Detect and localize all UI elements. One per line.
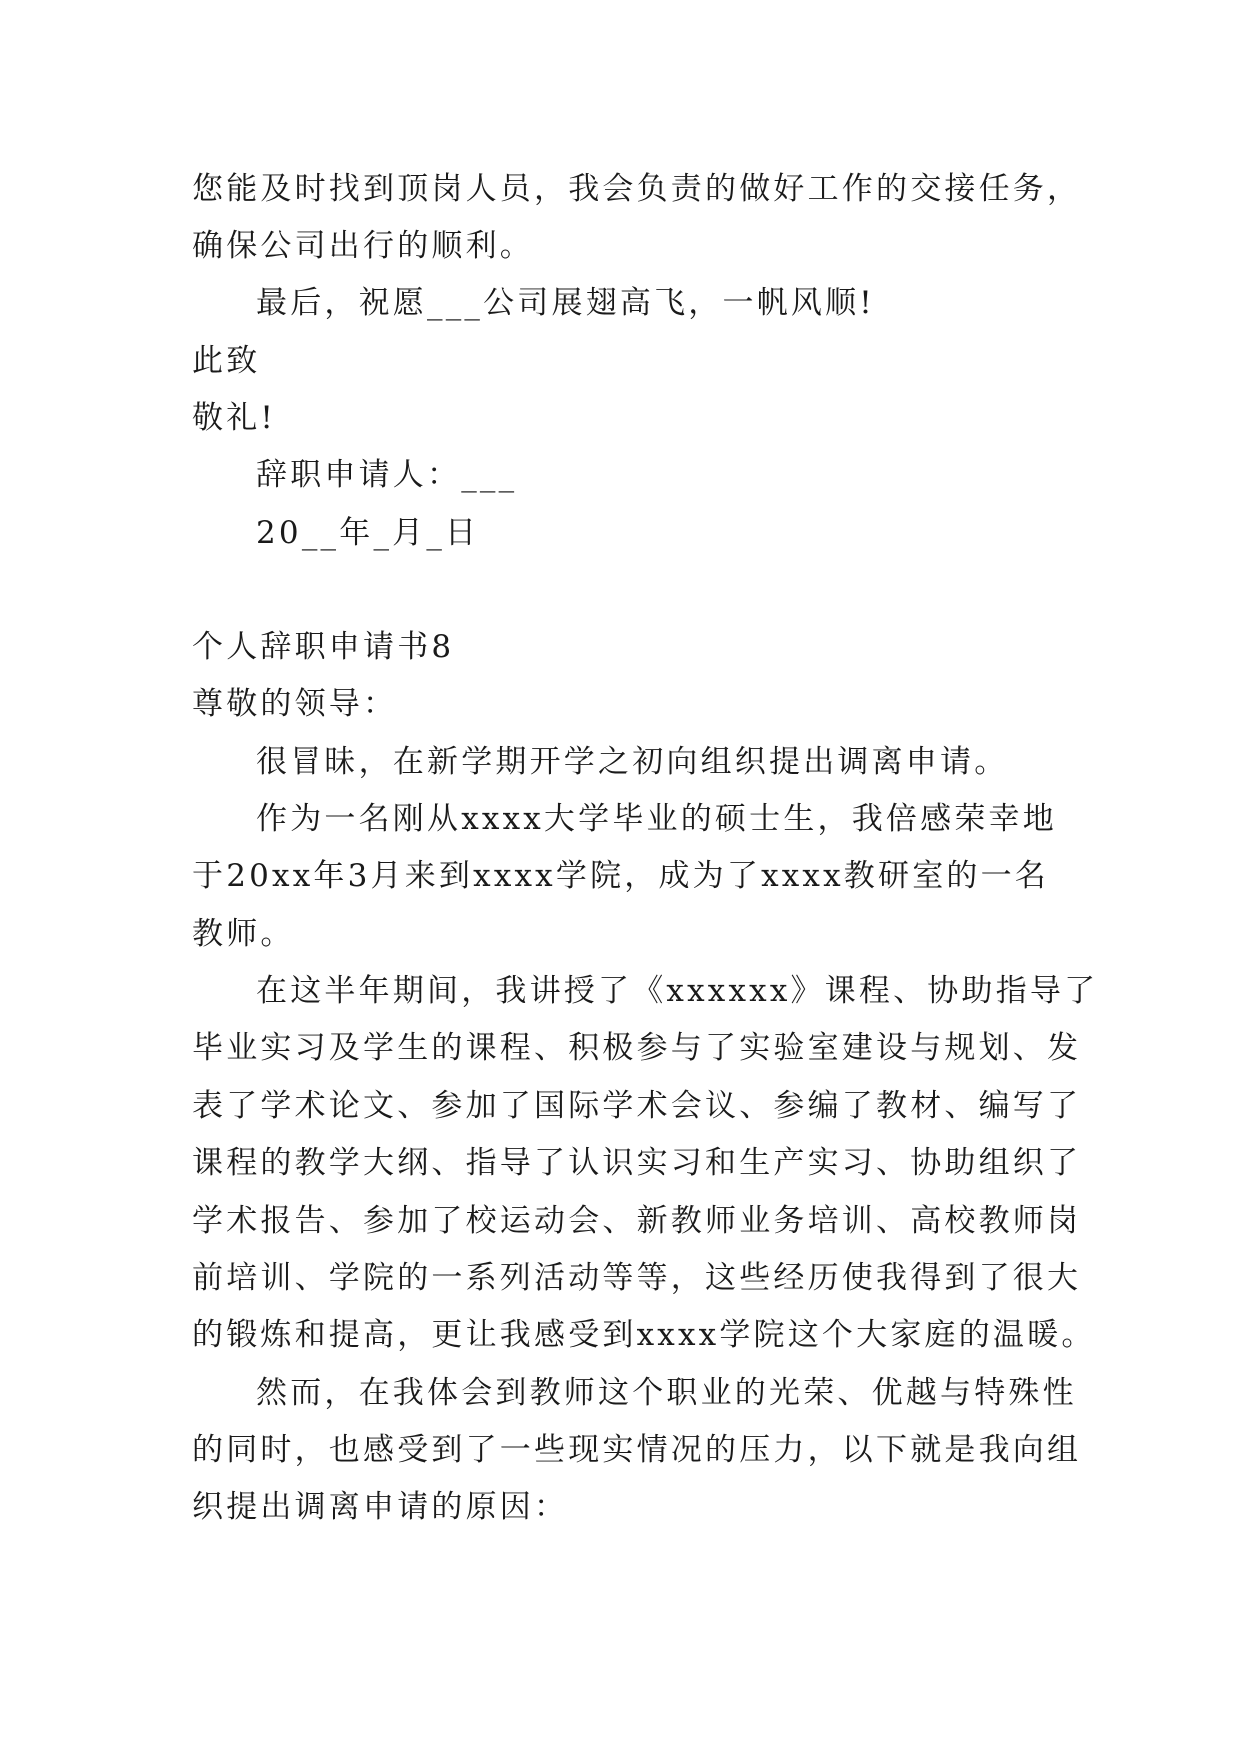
paragraph-line: 于20xx年3月来到xxxx学院，成为了xxxx教研室的一名	[192, 858, 1049, 894]
paragraph-line: 作为一名刚从xxxx大学毕业的硕士生，我倍感荣幸地	[256, 801, 1057, 837]
salutation-line: 敬礼!	[192, 400, 277, 436]
paragraph-line: 前培训、学院的一系列活动等等，这些经历使我得到了很大	[192, 1260, 1082, 1296]
signer-line: 辞职申请人：___	[256, 457, 518, 493]
paragraph-line: 学术报告、参加了校运动会、新教师业务培训、高校教师岗	[192, 1203, 1082, 1239]
paragraph-line: 表了学术论文、参加了国际学术会议、参编了教材、编写了	[192, 1088, 1082, 1124]
paragraph-line: 然而，在我体会到教师这个职业的光荣、优越与特殊性	[256, 1375, 1077, 1411]
paragraph-line: 织提出调离申请的原因：	[192, 1489, 569, 1525]
greeting: 尊敬的领导：	[192, 686, 398, 722]
paragraph-line: 在这半年期间，我讲授了《xxxxxx》课程、协助指导了	[256, 973, 1099, 1009]
salutation-line: 此致	[192, 343, 261, 379]
closing-wish: 最后，祝愿___公司展翅高飞，一帆风顺!	[256, 285, 875, 321]
text-line: 您能及时找到顶岗人员，我会负责的做好工作的交接任务，	[192, 171, 1082, 207]
paragraph-line: 的同时，也感受到了一些现实情况的压力，以下就是我向组	[192, 1432, 1082, 1468]
section-title: 个人辞职申请书8	[192, 629, 455, 665]
date-line: 20__年_月_日	[256, 515, 480, 551]
paragraph-line: 教师。	[192, 916, 295, 952]
paragraph-line: 毕业实习及学生的课程、积极参与了实验室建设与规划、发	[192, 1030, 1082, 1066]
paragraph-line: 的锻炼和提高，更让我感受到xxxx学院这个大家庭的温暖。	[192, 1317, 1096, 1353]
paragraph-line: 很冒昧，在新学期开学之初向组织提出调离申请。	[256, 744, 1009, 780]
paragraph-line: 课程的教学大纲、指导了认识实习和生产实习、协助组织了	[192, 1145, 1082, 1181]
text-line: 确保公司出行的顺利。	[192, 228, 534, 264]
